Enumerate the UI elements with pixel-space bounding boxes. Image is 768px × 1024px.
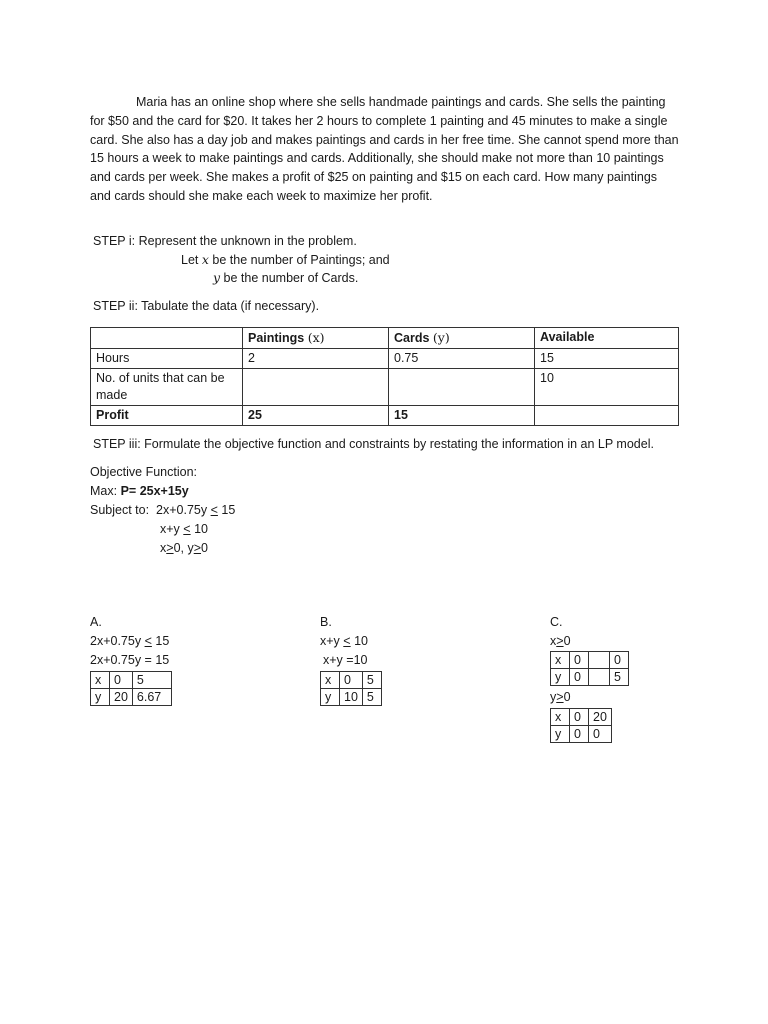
- section-c-x-condition: x>0: [550, 634, 571, 648]
- table-cell: 0: [610, 652, 629, 669]
- table-cell: x: [321, 672, 340, 689]
- table-header-cell: Paintings (x): [243, 328, 389, 349]
- table-cell: 5: [132, 672, 171, 689]
- problem-paragraph: [90, 93, 690, 206]
- section-b-inequality: x+y < 10: [320, 634, 368, 648]
- table-cell: 0: [570, 726, 589, 743]
- table-cell: 2: [243, 349, 389, 369]
- constraint-1: Subject to: 2x+0.75y < 15: [90, 503, 236, 517]
- table-cell: 0: [570, 709, 589, 726]
- section-b-equation: x+y =10: [323, 653, 368, 667]
- table-row: [551, 669, 629, 686]
- table-cell: 0: [110, 672, 133, 689]
- problem-line: card. She also has a day job and makes paintings and cards in her free time. She cannot spend more than: [90, 132, 679, 147]
- table-cell: x: [551, 652, 570, 669]
- table-header-cell: Cards (y): [389, 328, 535, 349]
- table-cell: 25: [243, 406, 389, 426]
- objective-label: Objective Function:: [90, 465, 197, 479]
- table-cell: y: [321, 689, 340, 706]
- table-cell: 0.75: [389, 349, 535, 369]
- table-cell: 0: [570, 652, 589, 669]
- table-cell: [389, 369, 535, 406]
- table-cell: 5: [362, 689, 381, 706]
- table-cell: 10: [340, 689, 363, 706]
- table-row: [91, 689, 172, 706]
- section-a-table: [90, 671, 172, 706]
- table-cell: 20: [110, 689, 133, 706]
- section-b-table: [320, 671, 382, 706]
- section-c-y-table: [550, 708, 612, 743]
- table-cell: 5: [610, 669, 629, 686]
- step1-let-x: [181, 252, 390, 267]
- x-description: be the number of Paintings; and: [212, 253, 390, 267]
- table-cell: 0: [589, 726, 612, 743]
- table-cell: x: [551, 709, 570, 726]
- row-label: No. of units that can be made: [91, 369, 243, 406]
- y-description: be the number of Cards.: [223, 271, 359, 285]
- step2-title: STEP ii: Tabulate the data (if necessary).: [93, 299, 320, 313]
- let-prefix: Let: [181, 253, 199, 267]
- table-cell: y: [91, 689, 110, 706]
- table-cell: y: [551, 669, 570, 686]
- problem-line: 15 hours a week to make paintings and cards. Additionally, she should make not more than 10 paintings: [90, 151, 664, 166]
- table-cell: x: [91, 672, 110, 689]
- row-label: Profit: [91, 406, 243, 426]
- table-row: [551, 652, 629, 669]
- row-label: Hours: [91, 349, 243, 369]
- table-header-row: [91, 328, 679, 349]
- table-cell: [243, 369, 389, 406]
- table-cell: 5: [362, 672, 381, 689]
- problem-line: for $50 and the card for $20. It takes her 2 hours to complete 1 painting and 45 minutes to make a single: [90, 113, 668, 128]
- section-b-label: B.: [320, 615, 332, 629]
- constraint-nonneg: x>0, y>0: [160, 541, 208, 555]
- table-cell: 0: [340, 672, 363, 689]
- section-c-x-table: [550, 651, 629, 686]
- problem-line: and cards should she make each week to maximize her profit.: [90, 188, 433, 203]
- objective-function: Max: P= 25x+15y: [90, 484, 189, 498]
- table-cell: 6.67: [132, 689, 171, 706]
- table-row: [91, 672, 172, 689]
- table-row: [551, 709, 612, 726]
- table-row: [551, 726, 612, 743]
- table-row: [321, 672, 382, 689]
- section-c-y-condition: y>0: [550, 690, 571, 704]
- table-cell: 15: [535, 349, 679, 369]
- table-cell: 10: [535, 369, 679, 406]
- data-table: [90, 327, 679, 426]
- table-cell: [589, 669, 610, 686]
- objective-expression: P= 25x+15y: [120, 484, 189, 498]
- section-c-label: C.: [550, 615, 563, 629]
- var-y: y: [213, 270, 221, 285]
- table-cell: 15: [389, 406, 535, 426]
- table-row: [321, 689, 382, 706]
- var-x: x: [201, 252, 209, 267]
- problem-line: Maria has an online shop where she sells handmade paintings and cards. She sells the painting: [136, 95, 666, 109]
- step3-title: STEP iii: Formulate the objective function and constraints by restating the information in an LP model.: [93, 437, 654, 451]
- step1-let-y: [213, 270, 358, 285]
- constraint-2: x+y < 10: [160, 522, 208, 536]
- table-cell: [535, 406, 679, 426]
- table-row: [91, 349, 679, 369]
- section-a-label: A.: [90, 615, 102, 629]
- table-row: [91, 406, 679, 426]
- problem-line: and cards per week. She makes a profit of $25 on painting and $15 on each card. How many paintings: [90, 170, 658, 185]
- section-a-inequality: 2x+0.75y < 15: [90, 634, 170, 648]
- step1-title: STEP i: Represent the unknown in the problem.: [93, 234, 357, 248]
- section-a-equation: 2x+0.75y = 15: [90, 653, 170, 667]
- table-row: [91, 369, 679, 406]
- table-cell: [589, 652, 610, 669]
- table-cell: 0: [570, 669, 589, 686]
- table-header-cell: Available: [535, 328, 679, 349]
- table-cell: [91, 328, 243, 349]
- table-cell: y: [551, 726, 570, 743]
- table-cell: 20: [589, 709, 612, 726]
